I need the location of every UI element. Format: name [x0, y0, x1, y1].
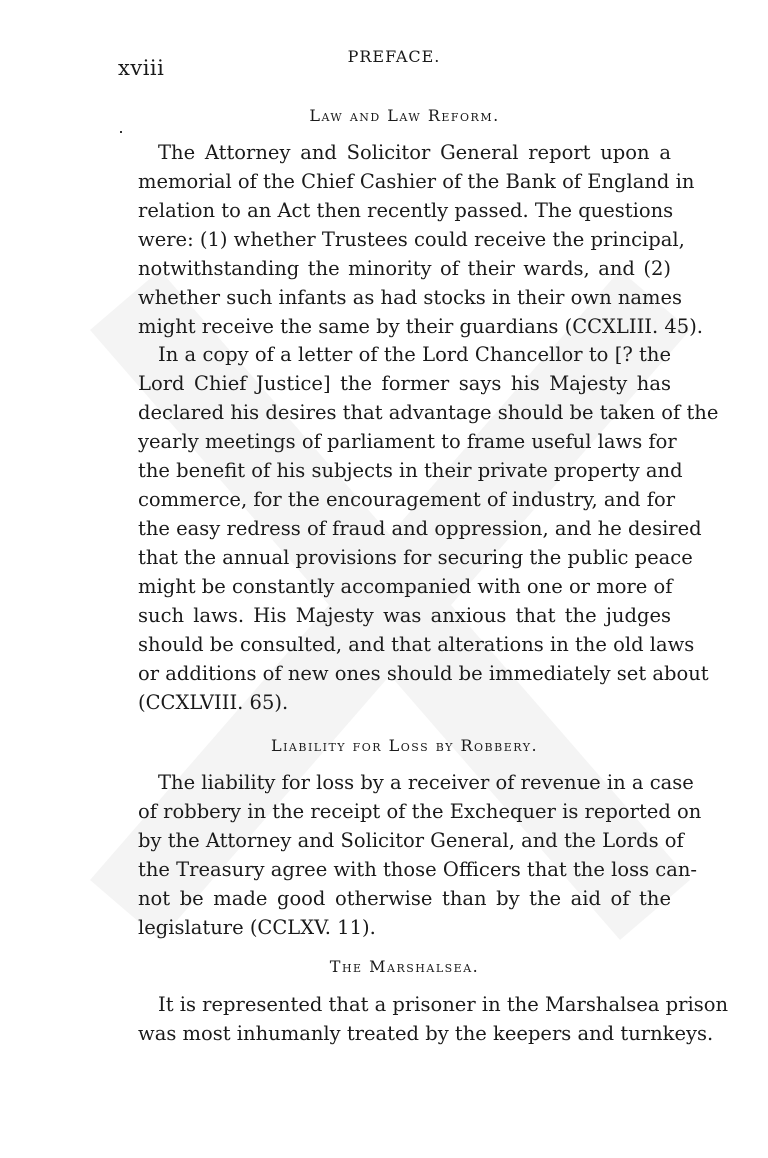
- page-number: xviii: [118, 56, 165, 80]
- text-line: whether such infants as had stocks in their own names: [138, 286, 683, 309]
- section-heading-law-reform: Law and Law Reform.: [309, 106, 500, 125]
- section-heading-liability: Liability for Loss by Robbery.: [270, 736, 539, 755]
- text-line: should be consulted, and that alterations in the old laws: [138, 633, 695, 656]
- text-line: the benefit of his subjects in their private property and: [138, 459, 683, 482]
- paragraph-law-reform-1: [138, 138, 704, 341]
- text-line: by the Attorney and Solicitor General, and the Lords of: [138, 829, 684, 852]
- text-line: yearly meetings of parliament to frame useful laws for: [138, 430, 677, 453]
- text-line: commerce, for the encouragement of industry, and for: [138, 488, 676, 511]
- text-line: was most inhumanly treated by the keepers and turnkeys.: [138, 1022, 714, 1045]
- text-line: memorial of the Chief Cashier of the Bank of England in: [138, 170, 695, 193]
- text-line: In a copy of a letter of the Lord Chancellor to [? the: [158, 343, 671, 366]
- text-line: The Attorney and Solicitor General report upon a: [158, 141, 671, 164]
- text-line: might receive the same by their guardians (CCXLIII. 45).: [138, 315, 704, 338]
- text-line: were: (1) whether Trustees could receive the principal,: [138, 228, 685, 251]
- text-line: of robbery in the receipt of the Exchequer is reported on: [138, 800, 702, 823]
- text-line: notwithstanding the minority of their wards, and (2): [138, 257, 671, 280]
- text-line: that the annual provisions for securing the public peace: [138, 546, 693, 569]
- text-line: or additions of new ones should be immediately set about: [138, 662, 709, 685]
- text-line: The liability for loss by a receiver of revenue in a case: [158, 771, 694, 794]
- paragraph-marshalsea: [138, 990, 729, 1048]
- text-line: relation to an Act then recently passed. The questions: [138, 199, 674, 222]
- section-heading-marshalsea: The Marshalsea.: [329, 957, 480, 976]
- paragraph-law-reform-2: [138, 340, 719, 717]
- text-line: not be made good otherwise than by the aid of the: [138, 887, 671, 910]
- print-speck: [120, 131, 122, 133]
- text-line: It is represented that a prisoner in the Marshalsea prison: [158, 993, 729, 1016]
- text-line: legislature (CCLXV. 11).: [138, 916, 376, 939]
- text-line: the easy redress of fraud and oppression, and he desired: [138, 517, 702, 540]
- text-line: the Treasury agree with those Officers that the loss can-: [138, 858, 697, 881]
- text-line: might be constantly accompanied with one or more of: [138, 575, 673, 598]
- paragraph-liability: [138, 768, 702, 942]
- text-line: Lord Chief Justice] the former says his Majesty has: [138, 372, 671, 395]
- running-title: PREFACE.: [347, 47, 441, 66]
- text-line: such laws. His Majesty was anxious that the judges: [138, 604, 671, 627]
- text-line: declared his desires that advantage should be taken of the: [138, 401, 719, 424]
- text-line: (CCXLVIII. 65).: [138, 691, 289, 714]
